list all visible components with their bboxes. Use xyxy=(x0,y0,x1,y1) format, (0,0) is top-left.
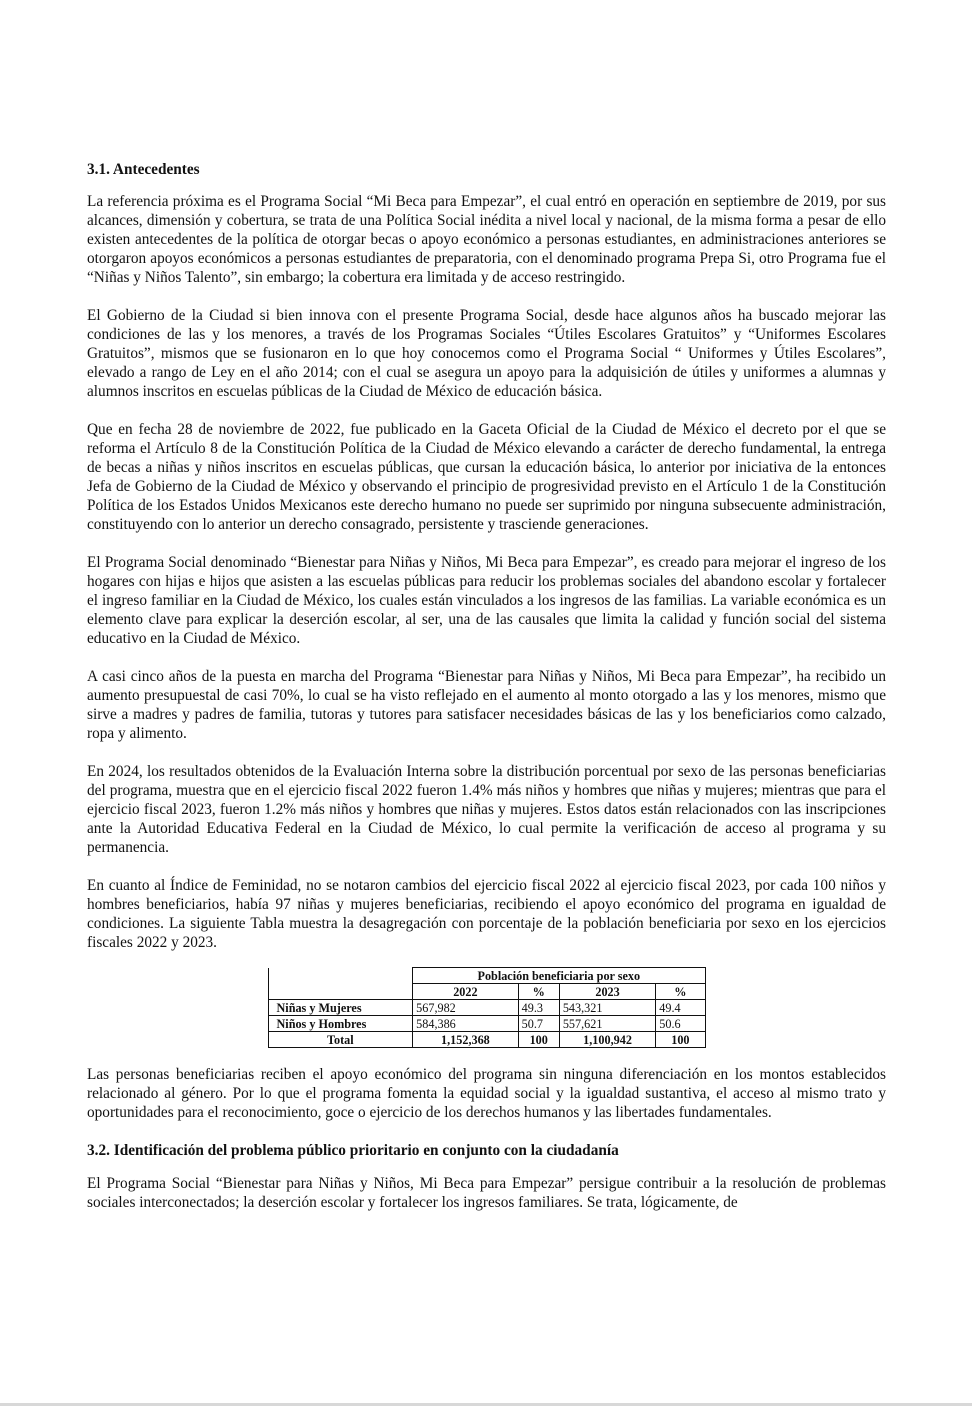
row-label: Niños y Hombres xyxy=(268,1016,413,1032)
row-label-total: Total xyxy=(268,1032,413,1048)
header-pct-2023: % xyxy=(656,984,705,1000)
paragraph-1: La referencia próxima es el Programa Social “Mi Beca para Empezar”, el cual entró en operación en septiembre de 2019, por sus alcances, dimensión y cobertura, se trata de una Política Social inédita a nivel local y nacional, de la misma forma a pesar de ello existen antecedentes de la política de otorgar becas o apoyo económico a personas estudiantes, en administraciones anteriores se otorgaron apoyos económicos a personas estudiantes de preparatoria, con el denominado programa Prepa Si, otro Programa fue el “Niñas y Niños Talento”, sin embargo; la cobertura era limitada y de acceso restringido. xyxy=(87,193,886,286)
table-total-row xyxy=(268,1032,705,1048)
cell-value: 50.7 xyxy=(518,1016,559,1032)
page-content xyxy=(87,160,886,1212)
paragraph-after-table: Las personas beneficiarias reciben el apoyo económico del programa sin ninguna diferenciación en los montos establecidos relacionado al género. Por lo que el programa fomenta la equidad social y la igualdad sustantiva, el acceso al mismo trato y oportunidades para el reconocimiento, goce o ejercicio de los derechos humanos y las libertades fundamentales. xyxy=(87,1066,886,1121)
cell-total: 1,152,368 xyxy=(413,1032,518,1048)
table-corner-cell xyxy=(268,968,413,984)
cell-total: 100 xyxy=(518,1032,559,1048)
cell-value: 49.3 xyxy=(518,1000,559,1016)
table-caption: Población beneficiaria por sexo xyxy=(413,968,705,984)
paragraph-section2: El Programa Social “Bienestar para Niñas y Niños, Mi Beca para Empezar” persigue contribuir a la resolución de problemas sociales interconectados; la deserción escolar y fortalecer los ingresos familiares. Se trata, lógicamente, de xyxy=(87,1175,886,1211)
table-row xyxy=(268,1016,705,1032)
table-row xyxy=(268,1000,705,1016)
cell-value: 557,621 xyxy=(559,1016,655,1032)
paragraph-7: En cuanto al Índice de Feminidad, no se notaron cambios del ejercicio fiscal 2022 al ejercicio fiscal 2023, por cada 100 niños y hombres beneficiarios, había 97 niñas y mujeres beneficiarias, recibiendo el apoyo económico del programa en igualdad de condiciones. La siguiente Tabla muestra la desagregación con porcentaje de la población beneficiaria por sexo en los ejercicios fiscales 2022 y 2023. xyxy=(87,877,886,951)
table-corner-cell-2 xyxy=(268,984,413,1000)
cell-value: 50.6 xyxy=(656,1016,705,1032)
beneficiary-table xyxy=(268,967,706,1048)
table-header-row xyxy=(268,984,705,1000)
section-title-problema: 3.2. Identificación del problema público prioritario en conjunto con la ciudadanía xyxy=(87,1142,619,1159)
header-2022: 2022 xyxy=(413,984,518,1000)
header-pct-2022: % xyxy=(518,984,559,1000)
paragraph-2: El Gobierno de la Ciudad si bien innova con el presente Programa Social, desde hace algunos años ha buscado mejorar las condiciones de las y los menores, a través de los Programas Sociales “Útiles Escolares Gratuitos” y “Uniformes Escolares Gratuitos”, mismos que se fusionaron en lo que hoy conocemos como el Programa Social “ Uniformes y Útiles Escolares”, elevado a rango de Ley en el año 2014; con el cual se asegura un apoyo para la adquisición de útiles y uniformes a alumnas y alumnos inscritos en escuelas públicas de la Ciudad de México de educación básica. xyxy=(87,307,886,400)
paragraph-3: Que en fecha 28 de noviembre de 2022, fue publicado en la Gaceta Oficial de la Ciudad de México el decreto por el que se reforma el Artículo 8 de la Constitución Política de la Ciudad de México elevando a carácter de derecho fundamental, la entrega de becas a niñas y niños inscritos en escuelas públicas, que cursan la educación básica, lo anterior por iniciativa de la entonces Jefa de Gobierno de la Ciudad de México y observando el principio de progresividad previsto en el Artículo 1 de la Constitución Política de los Estados Unidos Mexicanos este derecho humano no puede ser suprimido por ninguna subsecuente administración, constituyendo con lo anterior un derecho consagrado, persistente y trasciende generaciones. xyxy=(87,421,886,533)
row-label: Niñas y Mujeres xyxy=(268,1000,413,1016)
beneficiary-table-wrap xyxy=(87,967,886,1048)
cell-value: 567,982 xyxy=(413,1000,518,1016)
table-caption-row xyxy=(268,968,705,984)
cell-total: 1,100,942 xyxy=(559,1032,655,1048)
cell-total: 100 xyxy=(656,1032,705,1048)
header-2023: 2023 xyxy=(559,984,655,1000)
cell-value: 49.4 xyxy=(656,1000,705,1016)
paragraph-4: El Programa Social denominado “Bienestar para Niñas y Niños, Mi Beca para Empezar”, es creado para mejorar el ingreso de los hogares con hijas e hijos que asisten a las escuelas públicas para reducir los problemas sociales del abandono escolar y fortalecer el ingreso familiar en la Ciudad de México, los cuales están vinculados a los ingresos de las familias. La variable económica es un elemento clave para explicar la deserción escolar, al ser, una de las causales que limita la calidad y función social del sistema educativo en la Ciudad de México. xyxy=(87,554,886,647)
section-title-antecedentes: 3.1. Antecedentes xyxy=(87,161,200,178)
paragraph-6: En 2024, los resultados obtenidos de la Evaluación Interna sobre la distribución porcentual por sexo de las personas beneficiarias del programa, muestra que en el ejercicio fiscal 2022 fueron 1.4% más niños y hombres que niñas y mujeres; mientras que para el ejercicio fiscal 2023, fueron 1.2% más niños y hombres que niñas y mujeres. Estos datos están relacionados con las inscripciones ante la Autoridad Educativa Federal en la Ciudad de México, lo cual permite la verificación de acceso al programa y su permanencia. xyxy=(87,763,886,856)
cell-value: 543,321 xyxy=(559,1000,655,1016)
paragraph-5: A casi cinco años de la puesta en marcha del Programa “Bienestar para Niñas y Niños, Mi Beca para Empezar”, ha recibido un aumento presupuestal de casi 70%, lo cual se ha visto reflejado en el aumento al monto otorgado a las y los menores, mismo que sirve a madres y padres de familia, tutoras y tutores para satisfacer necesidades básicas de las y los beneficiarios como calzado, ropa y alimento. xyxy=(87,668,886,742)
cell-value: 584,386 xyxy=(413,1016,518,1032)
